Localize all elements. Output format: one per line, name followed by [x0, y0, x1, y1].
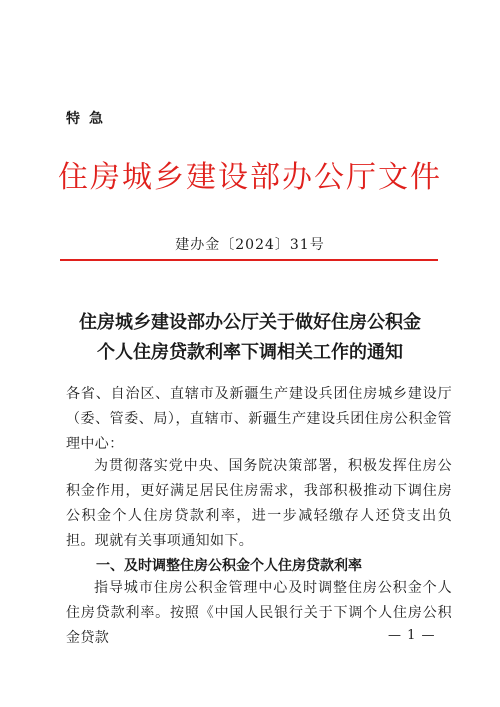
intro-paragraph: 为贯彻落实党中央、国务院决策部署，积极发挥住房公积金作用，更好满足居民住房需求，我部积极推动下调住房公积金个人住房贷款利率，进一步减轻缴存人还贷支出负担。现就有关事项通知如下。: [66, 458, 452, 549]
section-1-paragraph: 指导城市住房公积金管理中心及时调整住房公积金个人住房贷款利率。按照《中国人民银行关于下调个人住房公积金贷款: [66, 580, 452, 646]
document-number: 建办金〔2024〕31号: [175, 237, 325, 253]
notice-title-line-2: 个人住房贷款利率下调相关工作的通知: [97, 342, 403, 363]
urgency-label: 特急: [66, 111, 112, 127]
page-number: — 1 —: [388, 628, 436, 643]
red-divider-line: [60, 259, 438, 261]
section-1-heading: 一、及时调整住房公积金个人住房贷款利率: [96, 558, 362, 574]
notice-title: [0, 308, 500, 368]
notice-title-line-1: 住房城乡建设部办公厅关于做好住房公积金: [79, 312, 421, 333]
addressee-paragraph: 各省、自治区、直辖市及新疆生产建设兵团住房城乡建设厅（委、管委、局），直辖市、新疆生产建设兵团住房公积金管理中心：: [66, 386, 452, 452]
issuer-title: 住房城乡建设部办公厅文件: [58, 160, 442, 195]
